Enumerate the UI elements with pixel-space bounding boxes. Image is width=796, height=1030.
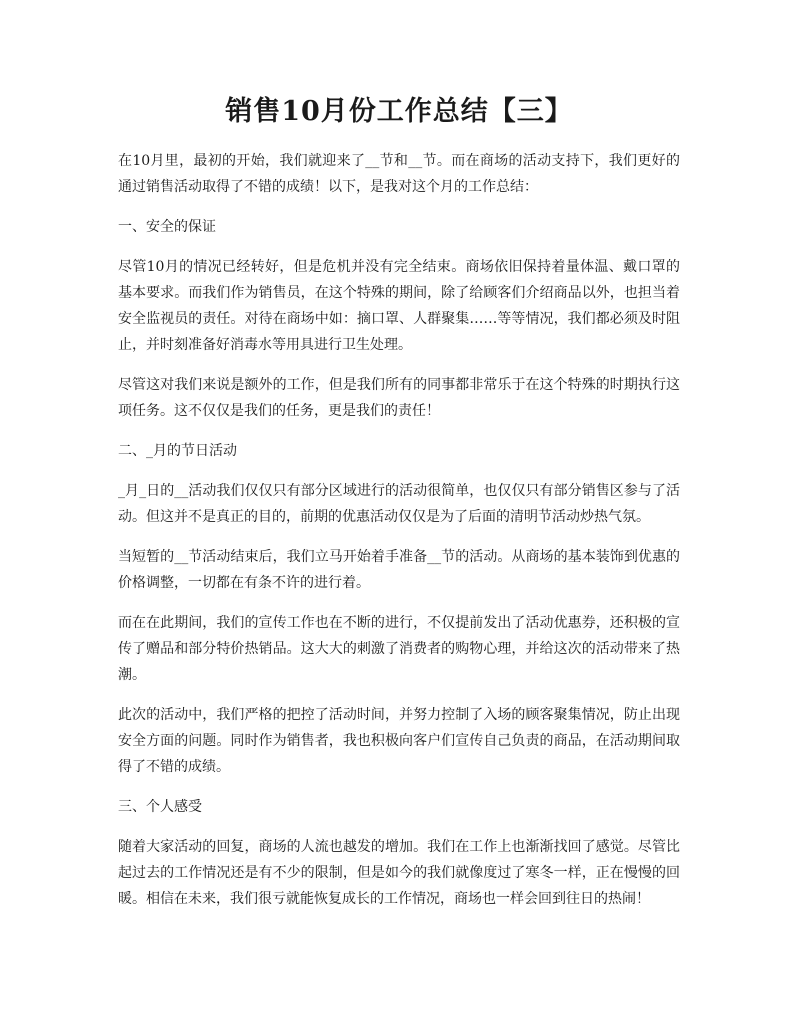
section-heading-festival: 二、_月的节日活动 [118, 443, 237, 459]
safety-paragraph-2: 尽管这对我们来说是额外的工作，但是我们所有的同事都非常乐于在这个特殊的时期执行这项任务。这不仅仅是我们的任务，更是我们的责任！ [118, 377, 680, 419]
festival-paragraph-2: 当短暂的__节活动结束后，我们立马开始着手准备__节的活动。从商场的基本装饰到优惠的价格调整，一切都在有条不许的进行着。 [118, 549, 680, 591]
festival-paragraph-3: 而在在此期间，我们的宣传工作也在不断的进行，不仅提前发出了活动优惠券，还积极的宣传了赠品和部分特价热销品。这大大的刺激了消费者的购物心理，并给这次的活动带来了热潮。 [118, 615, 680, 683]
document-title: 销售10月份工作总结【三】 [225, 96, 573, 127]
section-heading-safety: 一、安全的保证 [118, 219, 216, 235]
safety-paragraph-1: 尽管10月的情况已经转好，但是危机并没有完全结束。商场依旧保持着量体温、戴口罩的基本要求。而我们作为销售员，在这个特殊的期间，除了给顾客们介绍商品以外，也担当着安全监视员的责任。对待在商场中如：摘口罩、人群聚集……等等情况，我们都必须及时阻止，并时刻准备好消毒水等用具进行卫生处理。 [118, 259, 680, 353]
festival-paragraph-4: 此次的活动中，我们严格的把控了活动时间，并努力控制了入场的顾客聚集情况，防止出现安全方面的问题。同时作为销售者，我也积极向客户们宣传自己负责的商品，在活动期间取得了不错的成绩。 [118, 707, 680, 775]
document-page [118, 92, 680, 926]
feelings-paragraph: 随着大家活动的回复，商场的人流也越发的增加。我们在工作上也渐渐找回了感觉。尽管比起过去的工作情况还是有不少的限制，但是如今的我们就像度过了寒冬一样，正在慢慢的回暖。相信在未来，我们很亏就能恢复成长的工作情况，商场也一样会回到往日的热闹！ [118, 839, 680, 907]
intro-paragraph: 在10月里，最初的开始，我们就迎来了__节和__节。而在商场的活动支持下，我们更好的通过销售活动取得了不错的成绩！以下，是我对这个月的工作总结： [118, 153, 680, 195]
section-heading-feelings: 三、个人感受 [118, 799, 202, 815]
festival-paragraph-1: _月_日的__活动我们仅仅只有部分区域进行的活动很简单，也仅仅只有部分销售区参与了活动。但这并不是真正的目的，前期的优惠活动仅仅是为了后面的清明节活动炒热气氛。 [118, 483, 680, 525]
